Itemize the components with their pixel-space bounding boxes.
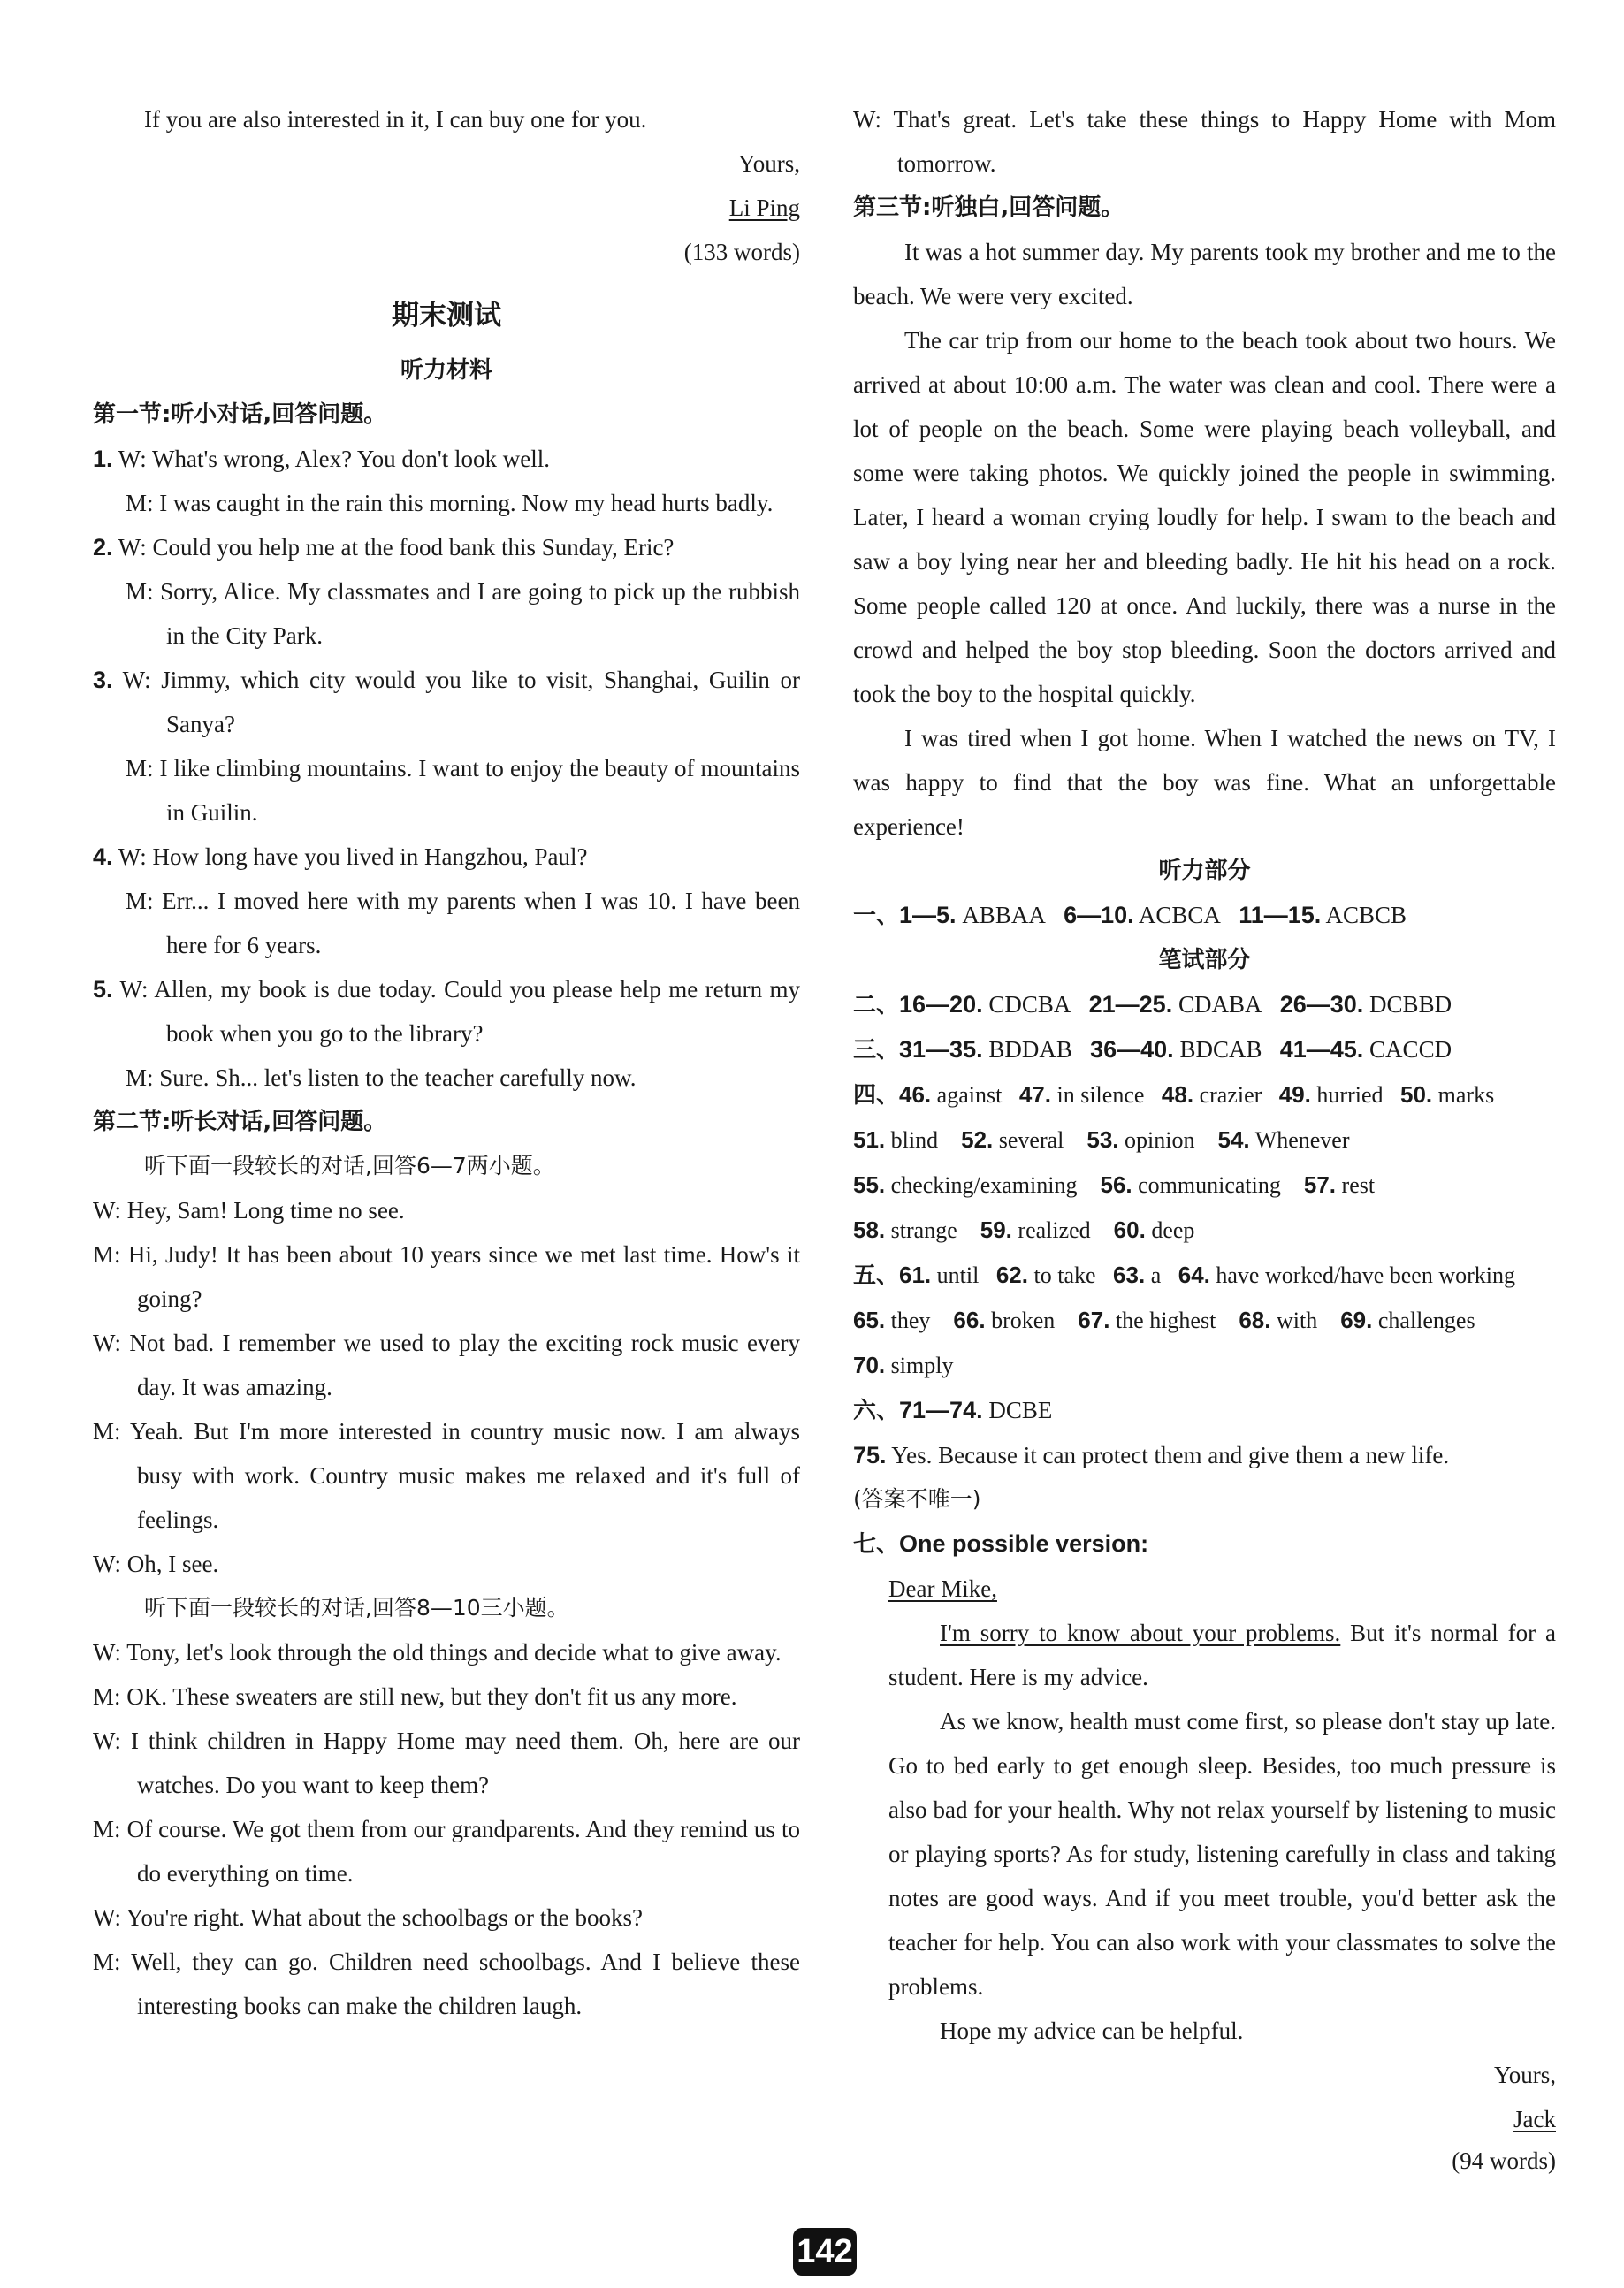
- answer-value: the highest: [1115, 1308, 1216, 1333]
- answer-note: (答案不唯一): [853, 1486, 981, 1512]
- answer-number: 70.: [853, 1352, 886, 1378]
- answer-value: BDCAB: [1179, 1036, 1262, 1063]
- answer-number: 65.: [853, 1307, 886, 1333]
- dialogue-line: M: Sorry, Alice. My classmates and I are going to pick up the rubbish in the City Park.: [126, 578, 800, 649]
- listening-materials-heading: 听力材料: [400, 357, 492, 384]
- letter-word-count: (133 words): [683, 239, 800, 265]
- answer-value: ACBCA: [1138, 902, 1221, 928]
- essay-text: But it's normal for a student. Here is my advice.: [888, 1620, 1556, 1690]
- monologue-paragraph: The car trip from our home to the beach took about two hours. We arrived at about 10:00 a.m. The water was clean and cool. There were a lot of people on the beach. Some were playing beach volleyball, and some were taking photos. We quickly joined the people in swimming. Later, I heard a woman crying loudly for help. I swam to the beach and saw a boy lying near her and bleeding badly. He hit his head on a rock. Some people called 120 at once. And luckily, there was a nurse in the crowd and helped the boy stop bleeding. Soon the doctors arrived and took the boy to the hospital quickly.: [853, 327, 1556, 707]
- answer-number: 47.: [1018, 1081, 1051, 1108]
- answer-number: 53.: [1086, 1126, 1119, 1153]
- dialogue-line: W: Could you help me at the food bank this Sunday, Eric?: [118, 534, 675, 561]
- conversation2-line: W: Tony, let's look through the old things and decide what to give away.: [93, 1639, 782, 1666]
- answer-number: 66.: [953, 1307, 986, 1333]
- right-column: [853, 97, 1556, 2180]
- answer-number: 69.: [1340, 1307, 1373, 1333]
- answer-number: 62.: [995, 1262, 1028, 1288]
- answer-value: to take: [1033, 1262, 1096, 1288]
- answer-value: hurried: [1316, 1082, 1384, 1108]
- answer-value: marks: [1437, 1082, 1495, 1108]
- answer-number: 59.: [980, 1216, 1012, 1243]
- answer-number: 54.: [1217, 1126, 1250, 1153]
- answer-value: with: [1276, 1308, 1318, 1333]
- section2-intro-2: 听下面一段较长的对话,回答8—10三小题。: [144, 1595, 569, 1621]
- answer-value: DCBBD: [1369, 991, 1452, 1018]
- dialogue-4: [93, 835, 800, 967]
- answer-75: [853, 1433, 1556, 1477]
- answer-section-label: 三、: [853, 1037, 900, 1064]
- conversation2-line: W: You're right. What about the schoolbags or the books?: [93, 1904, 644, 1931]
- answer-value: simply: [890, 1353, 954, 1378]
- answer-value: in silence: [1056, 1082, 1145, 1108]
- left-column: [93, 97, 800, 2028]
- section3-heading: 第三节:听独白,回答问题。: [853, 194, 1125, 221]
- answer-value: a: [1150, 1262, 1162, 1288]
- answer-number: 63.: [1113, 1262, 1146, 1288]
- dialogue-line: W: What's wrong, Alex? You don't look well.: [118, 446, 550, 472]
- answer-number: 56.: [1100, 1171, 1132, 1198]
- dialogue-line: W: Allen, my book is due today. Could you please help me return my book when you go to the library?: [119, 976, 800, 1047]
- dialogue-line: M: I was caught in the rain this morning. Now my head hurts badly.: [126, 490, 774, 516]
- essay-underlined-sentence: I'm sorry to know about your problems.: [940, 1620, 1341, 1646]
- answer-section-label: 六、: [853, 1398, 900, 1424]
- answer-number: 46.: [899, 1081, 932, 1108]
- essay-paragraph: Hope my advice can be helpful.: [940, 2017, 1244, 2044]
- essay-signature: Jack: [1513, 2106, 1556, 2132]
- dialogue-1: [93, 437, 800, 525]
- answer-value: rest: [1341, 1172, 1376, 1198]
- answer-range: 41—45.: [1279, 1036, 1364, 1063]
- conversation2-line: W: I think children in Happy Home may need them. Oh, here are our watches. Do you want to keep them?: [93, 1727, 800, 1798]
- answer-number: 58.: [853, 1216, 886, 1243]
- answer-section-label: 四、: [853, 1082, 900, 1109]
- answers-part7: [853, 1522, 1556, 1567]
- answer-value: broken: [991, 1308, 1056, 1333]
- dialogue-line: M: I like climbing mountains. I want to enjoy the beauty of mountains in Guilin.: [126, 755, 800, 826]
- conversation2-line: M: Well, they can go. Children need schoolbags. And I believe these interesting books can make the children laugh.: [93, 1949, 800, 2019]
- dialogue-5: [93, 967, 800, 1100]
- essay-closing: Yours,: [1493, 2062, 1556, 2088]
- answer-value: challenges: [1377, 1308, 1475, 1333]
- dialogue-line: W: Jimmy, which city would you like to visit, Shanghai, Guilin or Sanya?: [122, 667, 800, 737]
- answers-part3: [853, 1027, 1556, 1072]
- answer-value: ACBCB: [1325, 902, 1407, 928]
- answer-number: 48.: [1161, 1081, 1194, 1108]
- answer-value: Whenever: [1254, 1127, 1350, 1153]
- answer-number: 52.: [961, 1126, 994, 1153]
- answer-number: 60.: [1113, 1216, 1146, 1243]
- listening-part-heading: 听力部分: [1158, 858, 1251, 884]
- section2-intro-1: 听下面一段较长的对话,回答6—7两小题。: [144, 1153, 555, 1178]
- answer-value: deep: [1151, 1217, 1195, 1243]
- answer-value: blind: [890, 1127, 939, 1153]
- dialogue-number: 3.: [93, 667, 113, 693]
- letter-closing: Yours,: [737, 150, 800, 177]
- model-essay: [853, 1567, 1556, 2180]
- answer-number: 75.: [853, 1442, 887, 1468]
- dialogue-number: 5.: [93, 976, 113, 1003]
- answer-value: until: [936, 1262, 980, 1288]
- answers-part6: [853, 1388, 1556, 1433]
- answer-section-label: 七、: [853, 1531, 900, 1558]
- conversation2-line: M: OK. These sweaters are still new, but they don't fit us any more.: [93, 1683, 737, 1710]
- dialogue-line: W: How long have you lived in Hangzhou, Paul?: [118, 843, 588, 870]
- answer-value: CDABA: [1178, 991, 1262, 1018]
- answer-value: checking/examining: [890, 1172, 1078, 1198]
- dialogue-number: 1.: [93, 446, 113, 472]
- answer-value: opinion: [1125, 1127, 1195, 1153]
- dialogue-3: [93, 658, 800, 835]
- answer-section-label: 一、: [853, 903, 900, 929]
- answer-value: several: [998, 1127, 1064, 1153]
- conversation1-line: M: Hi, Judy! It has been about 10 years since we met last time. How's it going?: [93, 1241, 800, 1312]
- answer-range: 1—5.: [899, 902, 957, 928]
- answer-range: 36—40.: [1090, 1036, 1174, 1063]
- monologue-paragraph: I was tired when I got home. When I watched the news on TV, I was happy to find that the boy was fine. What an unforgettable experience!: [853, 725, 1556, 840]
- essay-word-count: (94 words): [1452, 2147, 1556, 2174]
- dialogue-line: M: Err... I moved here with my parents when I was 10. I have been here for 6 years.: [126, 888, 800, 958]
- answer-value: BDDAB: [988, 1036, 1072, 1063]
- conversation1-line: M: Yeah. But I'm more interested in country music now. I am always busy with work. Country music makes me relaxed and it's full of feelings.: [93, 1418, 800, 1533]
- answer-number: 51.: [853, 1126, 886, 1153]
- answer-range: 31—35.: [899, 1036, 983, 1063]
- essay-greeting: Dear Mike,: [888, 1575, 997, 1602]
- answer-range: 11—15.: [1239, 902, 1322, 928]
- answer-number: 50.: [1400, 1081, 1433, 1108]
- answer-number: 68.: [1239, 1307, 1271, 1333]
- monologue-paragraph: It was a hot summer day. My parents took my brother and me to the beach. We were very excited.: [853, 239, 1556, 309]
- conversation2-line: W: That's great. Let's take these things to Happy Home with Mom tomorrow.: [853, 106, 1556, 177]
- answer-value: against: [936, 1082, 1003, 1108]
- answer-value: have worked/have been working: [1216, 1262, 1515, 1288]
- letter-tail: If you are also interested in it, I can buy one for you.: [144, 106, 647, 133]
- essay-paragraph: As we know, health must come first, so please don't stay up late. Go to bed early to get enough sleep. Besides, too much pressure is also bad for your health. Why not relax yourself by listening to music or playing sports? As for study, listening carefully in class and taking notes are good ways. And if you meet trouble, you'd better ask the teacher for help. You can also work with your classmates to solve the problems.: [888, 1708, 1556, 2000]
- answer-number: 67.: [1078, 1307, 1110, 1333]
- conversation1-line: W: Oh, I see.: [93, 1551, 219, 1577]
- answer-value: strange: [890, 1217, 957, 1243]
- answer-number: 55.: [853, 1171, 886, 1198]
- answer-range: 21—25.: [1088, 991, 1173, 1018]
- page-number: 142: [793, 2228, 857, 2276]
- answer-value: they: [890, 1308, 931, 1333]
- answers-part4: [853, 1072, 1556, 1253]
- section1-heading: 第一节:听小对话,回答问题。: [93, 401, 387, 428]
- answer-value: ABBAA: [962, 902, 1046, 928]
- dialogue-2: [93, 525, 800, 658]
- answer-value: DCBE: [988, 1397, 1053, 1423]
- answer-number: 64.: [1178, 1262, 1210, 1288]
- answer-section-label: 五、: [853, 1262, 900, 1289]
- dialogue-number: 2.: [93, 534, 113, 561]
- answer-number: 57.: [1303, 1171, 1337, 1198]
- answer-value: Yes. Because it can protect them and give them a new life.: [891, 1442, 1450, 1468]
- answer-range: 16—20.: [899, 991, 983, 1018]
- answers-part5: [853, 1253, 1556, 1388]
- answer-value: realized: [1018, 1217, 1091, 1243]
- written-part-heading: 笔试部分: [1158, 947, 1251, 973]
- answer-range: 26—30.: [1279, 991, 1364, 1018]
- conversation2-line: M: Of course. We got them from our grandparents. And they remind us to do everything on time.: [93, 1816, 800, 1887]
- dialogue-number: 4.: [93, 843, 113, 870]
- letter-signature: Li Ping: [728, 194, 800, 221]
- answers-part2: [853, 982, 1556, 1027]
- answer-value: CACCD: [1369, 1036, 1452, 1063]
- essay-version-title: One possible version:: [899, 1530, 1149, 1557]
- answer-value: crazier: [1199, 1082, 1262, 1108]
- conversation1-line: W: Not bad. I remember we used to play the exciting rock music every day. It was amazing.: [93, 1330, 800, 1400]
- answer-section-label: 二、: [853, 992, 900, 1018]
- section2-heading: 第二节:听长对话,回答问题。: [93, 1109, 387, 1135]
- answer-range: 71—74.: [899, 1397, 983, 1423]
- essay-paragraph: [888, 1611, 1556, 1699]
- dialogue-line: M: Sure. Sh... let's listen to the teacher carefully now.: [126, 1064, 637, 1091]
- answer-value: communicating: [1138, 1172, 1281, 1198]
- test-title: 期末测试: [392, 300, 501, 332]
- answer-range: 6—10.: [1064, 902, 1134, 928]
- answer-number: 49.: [1278, 1081, 1311, 1108]
- answer-number: 61.: [899, 1262, 932, 1288]
- conversation1-line: W: Hey, Sam! Long time no see.: [93, 1197, 405, 1224]
- answers-part1: [853, 893, 1556, 938]
- answer-value: CDCBA: [988, 991, 1071, 1018]
